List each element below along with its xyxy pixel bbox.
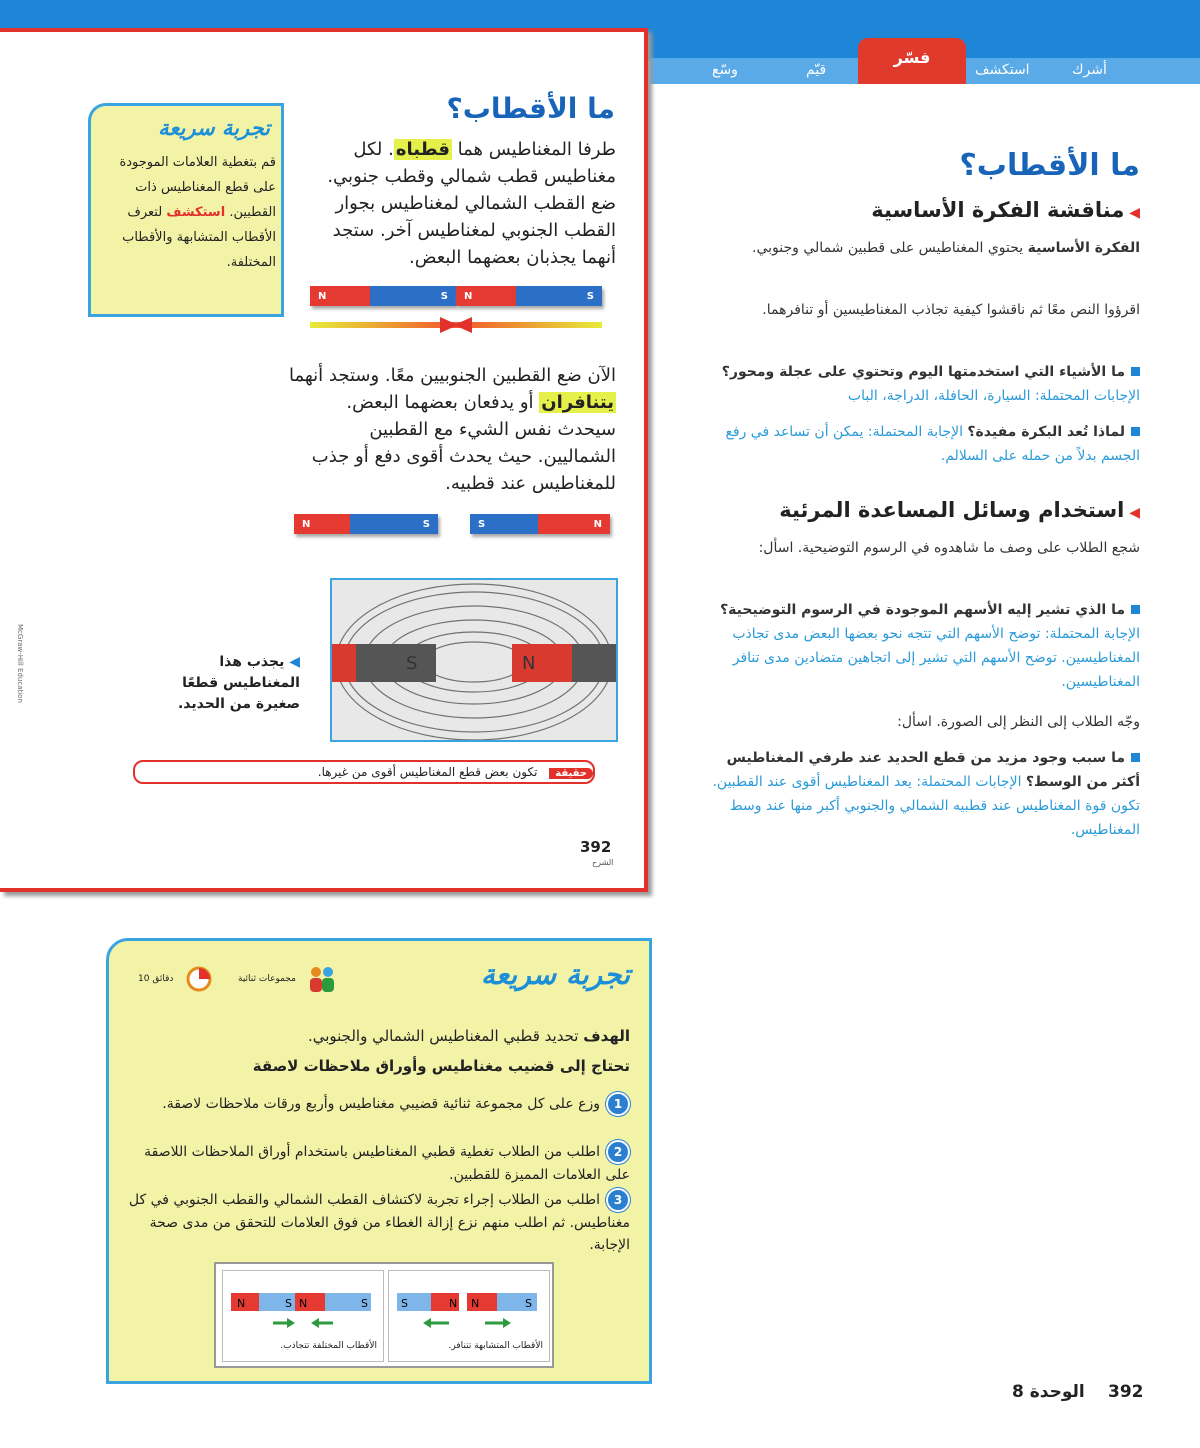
read-paragraph: اقرؤوا النص معًا ثم ناقشوا كيفية تجاذب المغناطيسين أو تنافرهما.	[762, 302, 1140, 318]
step-2	[120, 1140, 630, 1186]
p2-text-a: الآن ضع القطبين الجنوبيين معًا. وستجد أنهما	[288, 365, 616, 386]
lab-label: S	[525, 1297, 532, 1310]
question-2	[706, 420, 1140, 468]
footer-page: 392	[1108, 1382, 1144, 1402]
quicklab-big-title: تجربة سريعة	[480, 958, 630, 991]
photo-n-label: N	[522, 653, 536, 674]
step-number: 1	[606, 1092, 630, 1116]
ql-text-a: قم بتغطية العلامات الموجودة على قطع المغناطيس ذات القطبين.	[119, 155, 276, 220]
lab-label: N	[471, 1297, 480, 1310]
bullet-icon	[1131, 427, 1140, 436]
attract-arrows-icon	[308, 314, 604, 336]
attract-magnets-icon	[223, 1271, 383, 1331]
iron-filings-icon	[332, 580, 616, 740]
bullet-icon	[1131, 367, 1140, 376]
needs-line: تحتاج إلى قضيب مغناطيس وأوراق ملاحظات لاصقة	[252, 1057, 630, 1075]
group-icon	[306, 964, 338, 994]
lab-label: N	[449, 1297, 458, 1310]
step-3-text: اطلب من الطلاب إجراء تجربة لاكتشاف القطب الشمالي والقطب الجنوبي في كل مغناطيس. ثم اطلب منهم نزع إزالة الغطاء من فوق العلامات للتحقق من مدى صحة الإجابة.	[128, 1192, 630, 1253]
magnet-n-pole: N	[456, 286, 516, 306]
lab-left-caption: الأقطاب المختلفة تتجاذب.	[280, 1341, 377, 1351]
lab-label: S	[361, 1297, 368, 1310]
magnet-s-pole: S	[350, 514, 438, 534]
magnet-attract-left	[310, 286, 456, 306]
quicklab-small-text	[100, 150, 276, 275]
bullet-icon	[1131, 605, 1140, 614]
p1-text-b: . لكل مغناطيس قطب شمالي وقطب جنوبي. ضع القطب الشمالي لمغناطيس بجوار القطب الجنوبي لمغناطيس آخر. ستجد أنهما يجذبان بعضهما البعض.	[327, 139, 616, 268]
student-page-sub: الشرح	[592, 858, 614, 867]
question-1	[706, 360, 1140, 408]
goal-paragraph	[120, 1024, 630, 1048]
step-3	[120, 1188, 630, 1256]
time-label: 10 دقائق	[138, 974, 174, 984]
term-repel: يتنافران	[541, 392, 614, 413]
q1-text: ما الأشياء التي استخدمتها اليوم وتحتوي على عجلة ومحور؟	[721, 364, 1125, 380]
lab-label: S	[401, 1297, 408, 1310]
magnet-repel-right	[470, 514, 610, 534]
section-big-idea-title: مناقشة الفكرة الأساسية	[871, 198, 1125, 222]
lab-label: N	[237, 1297, 246, 1310]
groups-label: مجموعات ثنائية	[238, 974, 296, 984]
footer-unit: الوحدة 8	[1012, 1382, 1085, 1402]
p2-text-b: أو يدفعان بعضهما البعض. سيحدث نفس الشيء مع القطبين الشماليين. حيث يحدث أقوى دفع أو جذب للمغناطيس عند قطبيه.	[311, 392, 616, 494]
magnet-s-pole: S	[516, 286, 602, 306]
section-big-idea	[760, 198, 1140, 222]
student-page-number: 392	[580, 838, 612, 856]
guide-paragraph: وجّه الطلاب إلى النظر إلى الصورة. اسأل:	[897, 714, 1140, 730]
step-1-text: وزع على كل مجموعة ثنائية قضيبي مغناطيس وأربع ورقات ملاحظات لاصقة.	[162, 1096, 600, 1112]
bullet-icon	[1131, 753, 1140, 762]
student-paragraph-1	[300, 136, 616, 271]
a3-text: الإجابة المحتملة: توضح الأسهم التي تتجه نحو بعضها البعض مدى تجاذب المغناطيسين. توضح الأسهم التي تشير إلى اتجاهين متضادين مدى تنافر المغناطيسين.	[732, 626, 1140, 690]
section-visual-aids-title: استخدام وسائل المساعدة المرئية	[779, 498, 1125, 522]
magnet-s-pole: S	[370, 286, 456, 306]
fact-bar	[133, 760, 595, 784]
lab-label: S	[285, 1297, 292, 1310]
step-2-text: اطلب من الطلاب تغطية قطبي المغناطيس باستخدام أوراق الملاحظات اللاصقة على العلامات المميزة للقطبين.	[144, 1144, 630, 1183]
lab-picture-right	[388, 1270, 550, 1362]
magnet-repel-left	[294, 514, 438, 534]
step-number: 2	[606, 1140, 630, 1164]
photo-caption	[160, 652, 300, 715]
magnet-attract-right	[456, 286, 602, 306]
p1-text-a: طرفا المغناطيس هما	[451, 139, 616, 160]
tab-explore[interactable]: استكشف	[975, 62, 1030, 78]
section-visual-aids	[700, 498, 1140, 522]
side-credit: McGraw-Hill Education	[16, 624, 24, 703]
a1-text: الإجابات المحتملة: السيارة، الحافلة، الدراجة، الباب	[847, 388, 1140, 404]
term-poles: قطباه	[395, 139, 450, 160]
tab-share[interactable]: أشرك	[1072, 62, 1107, 78]
lab-label: N	[299, 1297, 308, 1310]
tab-evaluate[interactable]: قيّم	[806, 62, 827, 78]
a2-text: الإجابة المحتملة: يمكن أن تساعد في رفع الجسم بدلاً من حمله على السلالم.	[725, 424, 1140, 464]
q2-text: لماذا تُعد البكرة مفيدة؟	[967, 424, 1125, 440]
photo-s-label: S	[406, 653, 418, 674]
caption-arrow-icon: ◀	[289, 654, 300, 670]
teacher-heading: ما الأقطاب؟	[959, 148, 1140, 183]
magnet-n-pole: N	[294, 514, 350, 534]
goal-text: تحديد قطبي المغناطيس الشمالي والجنوبي.	[307, 1027, 579, 1045]
photo-caption-text: يجذب هذا المغناطيس قطعًا صغيرة من الحديد.	[177, 654, 300, 712]
big-idea-label: الفكرة الأساسية	[1027, 240, 1140, 256]
lab-right-caption: الأقطاب المتشابهة تتنافر.	[448, 1341, 543, 1351]
triangle-icon: ◀	[1124, 205, 1140, 221]
goal-label: الهدف	[583, 1027, 630, 1045]
fact-label: حقيقة	[549, 768, 593, 779]
big-idea-text: يحتوي المغناطيس على قطبين شمالي وجنوبي.	[752, 240, 1024, 256]
step-number: 3	[606, 1188, 630, 1212]
magnet-n-pole: N	[310, 286, 370, 306]
question-4	[706, 746, 1140, 842]
fact-text: تكون بعض قطع المغناطيس أقوى من غيرها.	[317, 765, 538, 779]
big-idea-paragraph	[730, 236, 1140, 260]
tab-extend[interactable]: وسّع	[712, 62, 738, 78]
repel-magnets-icon	[389, 1271, 549, 1331]
timer-icon	[186, 966, 212, 992]
tab-explain[interactable]: فسّر	[858, 38, 966, 84]
q4-text: ما سبب وجود مزيد من قطع الحديد عند طرفي المغناطيس أكثر من الوسط؟	[726, 750, 1140, 790]
quicklab-small-title: تجربة سريعة	[158, 116, 270, 140]
visual-paragraph: شجع الطلاب على وصف ما شاهدوه في الرسوم التوضيحية. اسأل:	[758, 540, 1140, 556]
triangle-icon: ◀	[1124, 505, 1140, 521]
a4-text: الإجابات المحتملة: يعد المغناطيس أقوى عند القطبين. تكون قوة المغناطيس عند قطبيه الشمالي والجنوبي أكبر منها عند وسط المغناطيس.	[712, 774, 1140, 838]
question-3	[706, 598, 1140, 694]
student-paragraph-2	[286, 362, 616, 497]
ql-explore: استكشف	[166, 205, 226, 220]
magnet-n-pole: N	[538, 514, 610, 534]
lab-picture	[214, 1262, 554, 1368]
iron-filings-photo	[330, 578, 618, 742]
step-1	[120, 1092, 630, 1116]
student-heading: ما الأقطاب؟	[446, 92, 615, 125]
magnet-s-pole: S	[470, 514, 538, 534]
ql-text-b: لتعرف الأقطاب المتشابهة والأقطاب المختلفة.	[122, 205, 276, 270]
lab-picture-left	[222, 1270, 384, 1362]
q3-text: ما الذي تشير إليه الأسهم الموجودة في الرسوم التوضيحية؟	[720, 602, 1125, 618]
